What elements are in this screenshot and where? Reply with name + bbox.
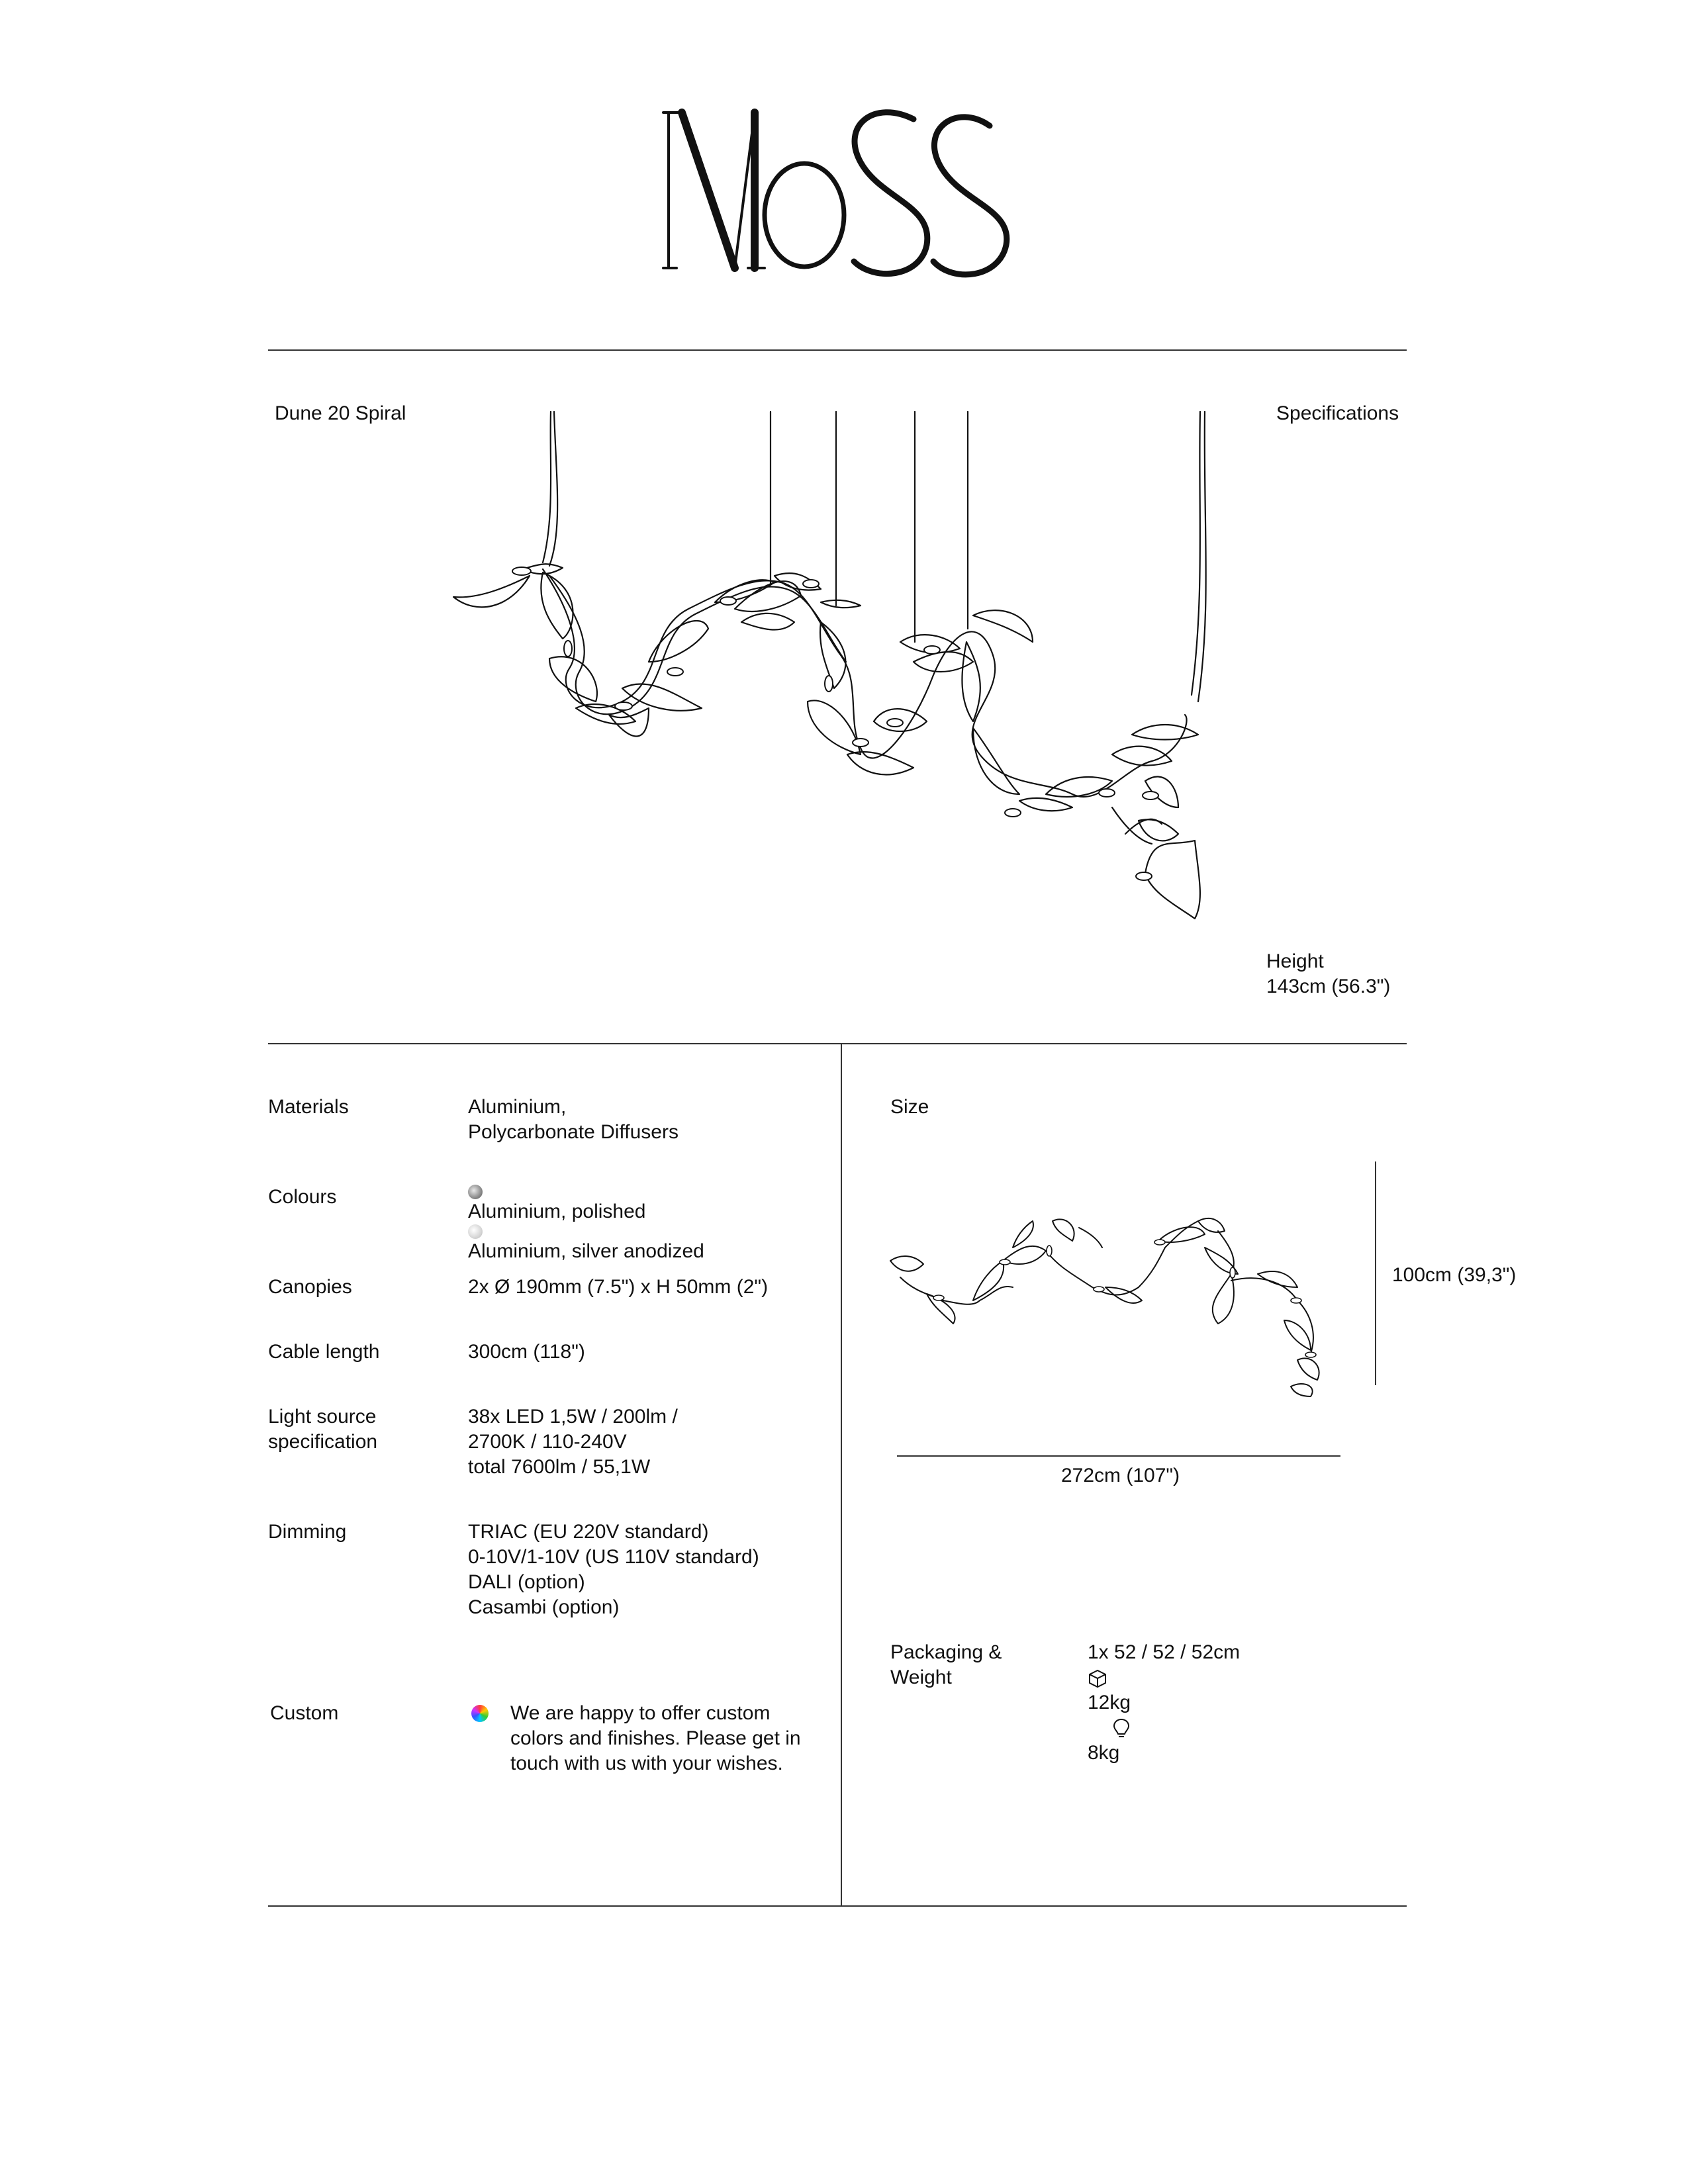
light-line: 2700K / 110-240V	[468, 1431, 627, 1453]
light-line: 38x LED 1,5W / 200lm /	[468, 1406, 678, 1428]
custom-line: touch with us with your wishes.	[510, 1752, 783, 1774]
light-label-line: specification	[268, 1431, 378, 1453]
colour-item	[468, 1185, 704, 1224]
column-divider	[841, 1043, 842, 1906]
canopies-label: Canopies	[268, 1276, 352, 1298]
height-dimension-line	[1375, 1161, 1376, 1385]
size-illustration	[887, 1201, 1344, 1400]
packaging-label-line: Packaging &	[890, 1641, 1002, 1663]
colour-name: Aluminium, silver anodized	[468, 1240, 704, 1262]
packaging-dims: 1x 52 / 52 / 52cm	[1088, 1641, 1241, 1663]
cable-label: Cable length	[268, 1341, 380, 1363]
height-label: Height	[1266, 950, 1324, 972]
gross-weight: 12kg	[1088, 1692, 1131, 1713]
specifications-title: Specifications	[1276, 402, 1399, 424]
materials-line: Aluminium,	[468, 1096, 567, 1118]
polished-swatch-icon	[468, 1185, 483, 1199]
custom-value	[510, 1701, 801, 1776]
moss-logo	[655, 99, 1019, 285]
anodized-swatch-icon	[468, 1224, 483, 1239]
size-width: 272cm (107")	[1061, 1465, 1180, 1486]
width-dimension-line	[897, 1455, 1340, 1457]
color-wheel-icon	[471, 1705, 489, 1722]
materials-value	[468, 1095, 679, 1145]
net-weight: 8kg	[1088, 1742, 1120, 1764]
bulb-icon	[1111, 1717, 1131, 1740]
size-height: 100cm (39,3")	[1392, 1264, 1517, 1286]
light-line: total 7600lm / 55,1W	[468, 1456, 651, 1478]
product-name: Dune 20 Spiral	[275, 402, 406, 424]
top-divider	[268, 349, 1407, 351]
bottom-divider	[268, 1905, 1407, 1907]
dimming-value	[468, 1520, 759, 1620]
dimming-line: TRIAC (EU 220V standard)	[468, 1521, 709, 1543]
colour-item	[468, 1224, 704, 1264]
packaging-label-line: Weight	[890, 1666, 952, 1688]
size-label: Size	[890, 1096, 929, 1118]
canopies-value: 2x Ø 190mm (7.5") x H 50mm (2")	[468, 1276, 769, 1298]
materials-label: Materials	[268, 1096, 349, 1118]
packaging-value	[1088, 1640, 1240, 1766]
product-illustration	[450, 410, 1218, 960]
middle-divider	[268, 1043, 1407, 1044]
custom-line: colors and finishes. Please get in	[510, 1727, 801, 1749]
height-spec	[1266, 949, 1390, 999]
dimming-line: 0-10V/1-10V (US 110V standard)	[468, 1546, 759, 1568]
light-label	[268, 1404, 377, 1455]
dimming-line: DALI (option)	[468, 1571, 585, 1593]
packaging-label	[890, 1640, 1002, 1690]
light-label-line: Light source	[268, 1406, 377, 1428]
custom-line: We are happy to offer custom	[510, 1702, 771, 1724]
box-icon	[1088, 1668, 1107, 1688]
cable-value: 300cm (118")	[468, 1341, 585, 1363]
colour-name: Aluminium, polished	[468, 1201, 646, 1222]
dimming-line: Casambi (option)	[468, 1596, 620, 1618]
colours-list	[468, 1185, 704, 1264]
packaging-weights	[1088, 1665, 1240, 1766]
custom-label: Custom	[270, 1702, 339, 1724]
dimming-label: Dimming	[268, 1521, 347, 1543]
light-value	[468, 1404, 678, 1480]
colours-label: Colours	[268, 1186, 337, 1208]
materials-line: Polycarbonate Diffusers	[468, 1121, 679, 1143]
height-value: 143cm (56.3")	[1266, 976, 1391, 997]
